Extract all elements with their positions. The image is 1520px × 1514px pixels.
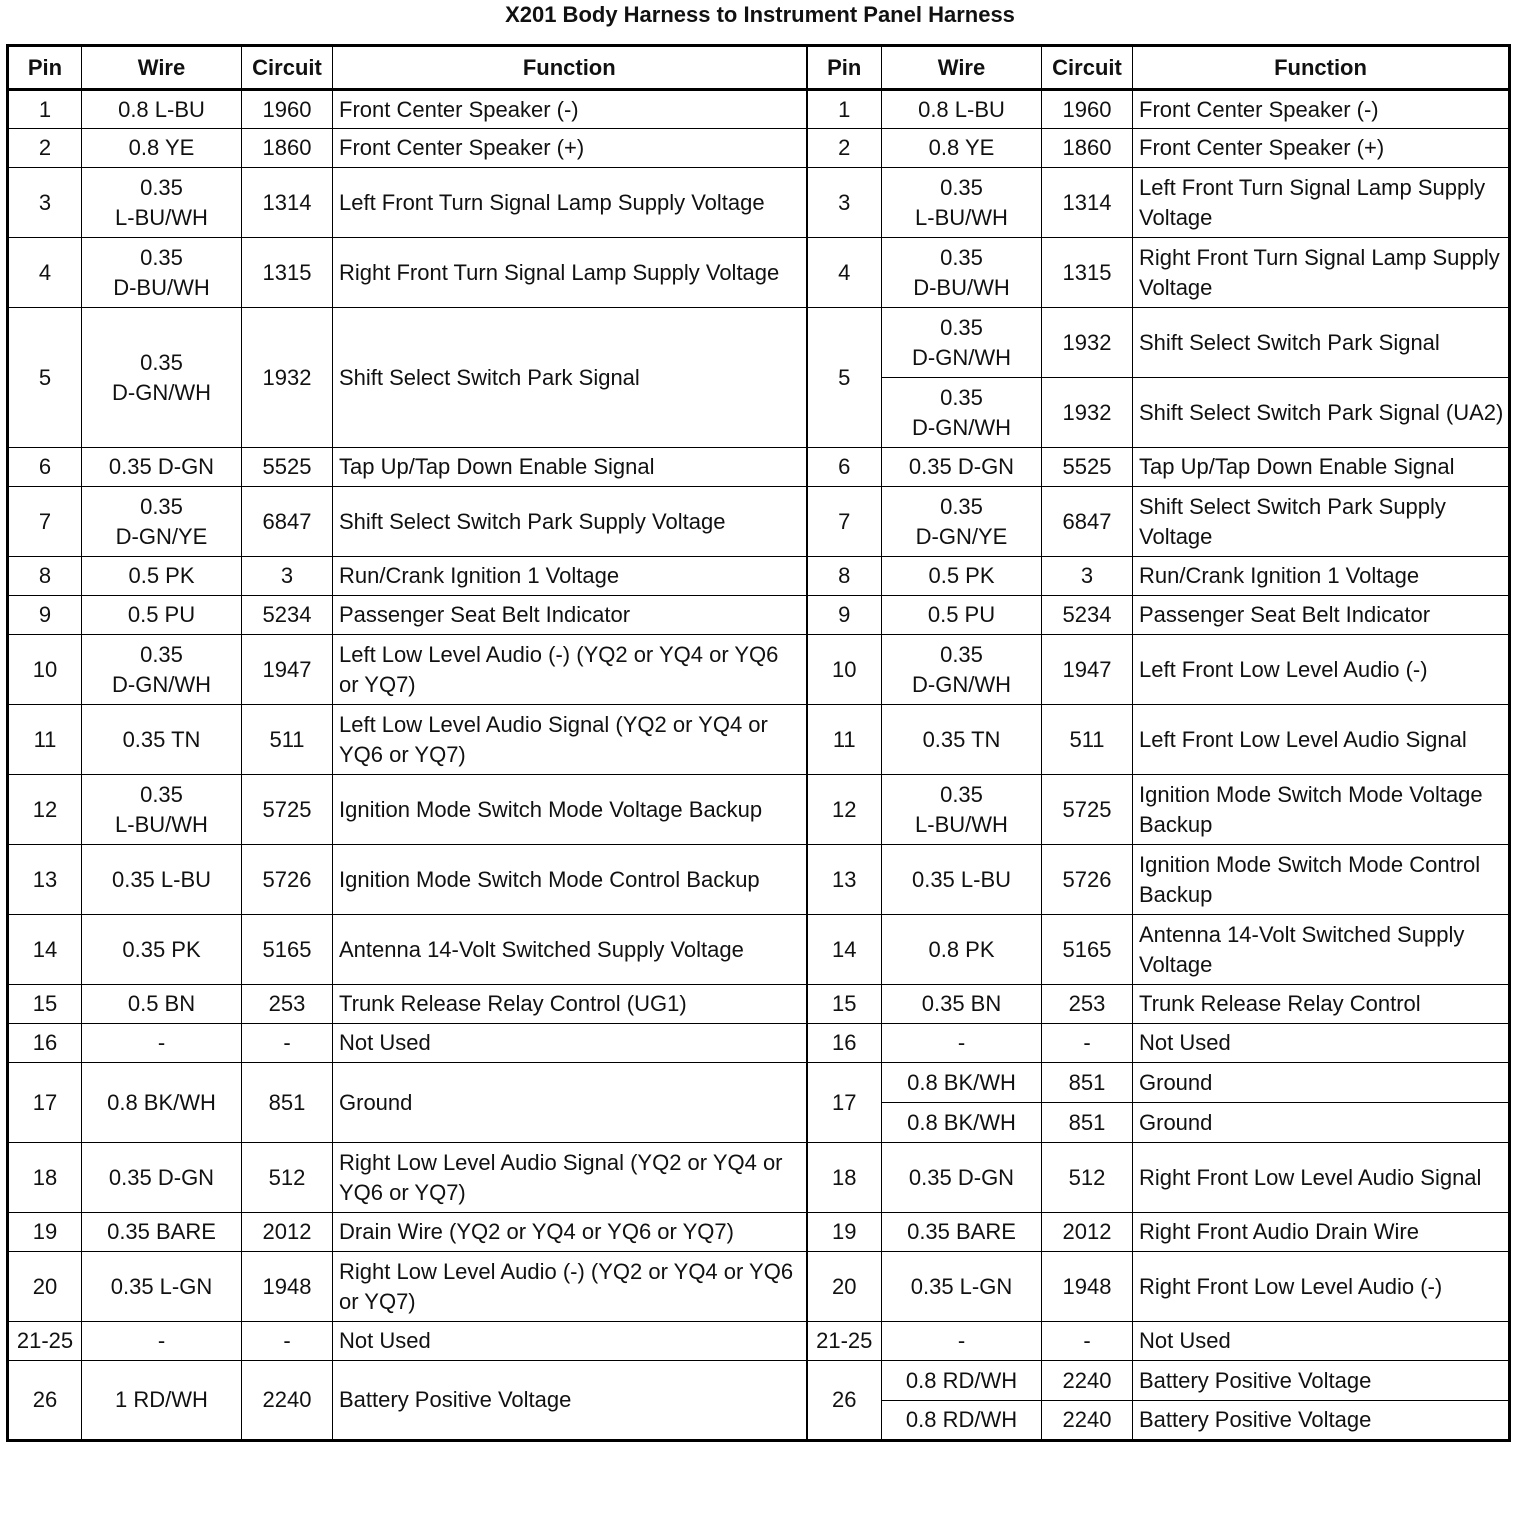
table-row [8,635,1510,705]
circuit-cell: 3 [242,557,333,596]
wire-cell: 0.8 PK [882,915,1042,985]
circuit-cell: 1948 [242,1252,333,1322]
table-row [8,238,1510,308]
circuit-cell: 253 [1042,985,1133,1024]
pin-cell: 26 [807,1361,882,1441]
function-cell: Not Used [1133,1322,1510,1361]
wire-gauge: 0.35 [940,781,983,807]
wire-cell: 0.8 L-BU [82,90,242,129]
circuit-cell: 1960 [1042,90,1133,129]
pin-cell: 2 [8,129,82,168]
wire-cell [82,487,242,557]
circuit-cell: 6847 [242,487,333,557]
circuit-cell: 512 [1042,1143,1133,1213]
wire-cell: 0.8 YE [82,129,242,168]
circuit-cell: 1932 [1042,378,1133,448]
wire-cell: 0.35 D-GN [882,1143,1042,1213]
function-cell: Not Used [333,1024,807,1063]
table-row [8,705,1510,775]
wire-gauge: 0.35 [140,174,183,200]
function-cell: Left Front Low Level Audio (-) [1133,635,1510,705]
wire-cell: 0.35 BARE [82,1213,242,1252]
function-cell: Drain Wire (YQ2 or YQ4 or YQ6 or YQ7) [333,1213,807,1252]
table-row [8,596,1510,635]
function-cell: Tap Up/Tap Down Enable Signal [1133,448,1510,487]
function-cell: Left Front Turn Signal Lamp Supply Voltage [1133,168,1510,238]
function-cell: Front Center Speaker (+) [1133,129,1510,168]
circuit-cell: 851 [1042,1063,1133,1103]
wire-color: D-GN/WH [112,671,211,697]
pin-cell: 14 [807,915,882,985]
pin-cell: 14 [8,915,82,985]
pin-cell: 8 [807,557,882,596]
wire-color: L-BU/WH [915,811,1008,837]
function-cell: Ground [1133,1063,1510,1103]
circuit-cell: 253 [242,985,333,1024]
circuit-cell: 5165 [242,915,333,985]
table-row [8,448,1510,487]
header-wire: Wire [82,46,242,90]
circuit-cell: 5234 [242,596,333,635]
function-cell: Ignition Mode Switch Mode Control Backup [1133,845,1510,915]
table-row [8,129,1510,168]
function-cell: Left Front Low Level Audio Signal [1133,705,1510,775]
header-circuit: Circuit [1042,46,1133,90]
function-cell: Battery Positive Voltage [1133,1401,1510,1441]
wire-cell [882,775,1042,845]
function-cell: Right Low Level Audio (-) (YQ2 or YQ4 or YQ6 or YQ7) [333,1252,807,1322]
pin-cell: 9 [807,596,882,635]
pin-cell: 15 [8,985,82,1024]
pin-cell: 19 [807,1213,882,1252]
table-row [8,168,1510,238]
table-row [8,90,1510,129]
pin-cell: 21-25 [8,1322,82,1361]
wire-cell: 0.35 D-GN [882,448,1042,487]
wire-cell: 0.5 BN [82,985,242,1024]
pin-cell: 1 [807,90,882,129]
wire-gauge: 0.35 [140,349,183,375]
function-cell: Run/Crank Ignition 1 Voltage [1133,557,1510,596]
pinout-table [6,44,1511,1442]
wire-gauge: 0.35 [140,244,183,270]
pin-cell: 5 [807,308,882,448]
pin-cell: 11 [807,705,882,775]
function-cell: Shift Select Switch Park Signal [1133,308,1510,378]
wire-cell: 1 RD/WH [82,1361,242,1441]
circuit-cell: 2012 [1042,1213,1133,1252]
circuit-cell: 5726 [242,845,333,915]
pin-cell: 16 [807,1024,882,1063]
function-cell: Ignition Mode Switch Mode Control Backup [333,845,807,915]
circuit-cell: 512 [242,1143,333,1213]
pin-cell: 5 [8,308,82,448]
header-function: Function [1133,46,1510,90]
wire-gauge: 0.35 [940,384,983,410]
circuit-cell: 1960 [242,90,333,129]
circuit-cell: 511 [1042,705,1133,775]
function-cell: Trunk Release Relay Control [1133,985,1510,1024]
table-header-row [8,46,1510,90]
pin-cell: 10 [807,635,882,705]
wire-color: D-BU/WH [113,274,210,300]
function-cell: Left Front Turn Signal Lamp Supply Voltage [333,168,807,238]
wire-gauge: 0.35 [940,314,983,340]
wire-cell: - [882,1024,1042,1063]
wire-cell: 0.8 L-BU [882,90,1042,129]
circuit-cell: 6847 [1042,487,1133,557]
wire-cell: 0.35 D-GN [82,1143,242,1213]
wire-cell [82,168,242,238]
circuit-cell: 1948 [1042,1252,1133,1322]
wire-cell: 0.35 BN [882,985,1042,1024]
circuit-cell: - [1042,1322,1133,1361]
function-cell: Run/Crank Ignition 1 Voltage [333,557,807,596]
wire-color: D-GN/YE [915,523,1008,549]
pin-cell: 12 [807,775,882,845]
function-cell: Left Low Level Audio (-) (YQ2 or YQ4 or YQ6 or YQ7) [333,635,807,705]
circuit-cell: 511 [242,705,333,775]
function-cell: Passenger Seat Belt Indicator [1133,596,1510,635]
wire-cell [882,238,1042,308]
pin-cell: 12 [8,775,82,845]
pin-cell: 20 [807,1252,882,1322]
wire-cell: 0.35 D-GN [82,448,242,487]
function-cell: Antenna 14-Volt Switched Supply Voltage [1133,915,1510,985]
wire-color: D-GN/YE [115,523,208,549]
table-row [8,845,1510,915]
wire-cell [882,308,1042,378]
wire-cell: 0.8 BK/WH [882,1063,1042,1103]
wire-gauge: 0.35 [940,174,983,200]
function-cell: Right Front Low Level Audio (-) [1133,1252,1510,1322]
header-function: Function [333,46,807,90]
circuit-cell: 1314 [242,168,333,238]
pin-cell: 6 [8,448,82,487]
wire-cell [82,775,242,845]
circuit-cell: - [242,1024,333,1063]
pin-cell: 18 [807,1143,882,1213]
function-cell: Ground [333,1063,807,1143]
pin-cell: 15 [807,985,882,1024]
function-cell: Tap Up/Tap Down Enable Signal [333,448,807,487]
function-cell: Ignition Mode Switch Mode Voltage Backup [333,775,807,845]
wire-cell [82,238,242,308]
circuit-cell: 2240 [1042,1361,1133,1401]
wire-cell: 0.35 PK [82,915,242,985]
circuit-cell: 851 [242,1063,333,1143]
function-cell: Antenna 14-Volt Switched Supply Voltage [333,915,807,985]
pin-cell: 2 [807,129,882,168]
pin-cell: 1 [8,90,82,129]
wire-color: L-BU/WH [115,811,208,837]
circuit-cell: 2240 [1042,1401,1133,1441]
wire-cell [882,378,1042,448]
circuit-cell: 1947 [1042,635,1133,705]
function-cell: Right Front Low Level Audio Signal [1133,1143,1510,1213]
circuit-cell: 1315 [242,238,333,308]
pin-cell: 6 [807,448,882,487]
pin-cell: 17 [807,1063,882,1143]
header-wire: Wire [882,46,1042,90]
wire-cell [882,487,1042,557]
pin-cell: 10 [8,635,82,705]
circuit-cell: 2240 [242,1361,333,1441]
pin-cell: 3 [807,168,882,238]
header-pin: Pin [807,46,882,90]
wire-cell: 0.5 PU [882,596,1042,635]
wire-cell [882,635,1042,705]
wire-cell: 0.5 PK [882,557,1042,596]
wire-cell [82,308,242,448]
table-row [8,1252,1510,1322]
function-cell: Right Front Turn Signal Lamp Supply Voltage [333,238,807,308]
wire-color: D-GN/WH [912,344,1011,370]
function-cell: Front Center Speaker (-) [333,90,807,129]
page-title: X201 Body Harness to Instrument Panel Harness [505,2,1015,27]
wire-gauge: 0.35 [140,781,183,807]
table-row [8,915,1510,985]
function-cell: Not Used [333,1322,807,1361]
header-pin: Pin [8,46,82,90]
pin-cell: 13 [807,845,882,915]
pin-cell: 19 [8,1213,82,1252]
wire-gauge: 0.35 [940,493,983,519]
pin-cell: 11 [8,705,82,775]
pin-cell: 17 [8,1063,82,1143]
table-row [8,775,1510,845]
wire-cell: - [82,1024,242,1063]
wire-cell [82,635,242,705]
header-circuit: Circuit [242,46,333,90]
function-cell: Shift Select Switch Park Signal [333,308,807,448]
pin-cell: 4 [8,238,82,308]
circuit-cell: 851 [1042,1103,1133,1143]
wire-color: L-BU/WH [915,204,1008,230]
pin-cell: 21-25 [807,1322,882,1361]
pin-cell: 26 [8,1361,82,1441]
function-cell: Passenger Seat Belt Indicator [333,596,807,635]
function-cell: Not Used [1133,1024,1510,1063]
table-row [8,1143,1510,1213]
pin-cell: 18 [8,1143,82,1213]
table-row [8,1024,1510,1063]
pin-cell: 7 [8,487,82,557]
wire-color: D-GN/WH [112,379,211,405]
pin-cell: 8 [8,557,82,596]
function-cell: Right Front Turn Signal Lamp Supply Voltage [1133,238,1510,308]
function-cell: Ignition Mode Switch Mode Voltage Backup [1133,775,1510,845]
circuit-cell: 1932 [242,308,333,448]
circuit-cell: 5525 [242,448,333,487]
wire-gauge: 0.35 [940,641,983,667]
wire-cell: 0.35 L-GN [882,1252,1042,1322]
function-cell: Trunk Release Relay Control (UG1) [333,985,807,1024]
pin-cell: 16 [8,1024,82,1063]
table-row [8,1322,1510,1361]
function-cell: Ground [1133,1103,1510,1143]
pin-cell: 4 [807,238,882,308]
circuit-cell: 5726 [1042,845,1133,915]
circuit-cell: 5234 [1042,596,1133,635]
circuit-cell: 2012 [242,1213,333,1252]
function-cell: Shift Select Switch Park Supply Voltage [1133,487,1510,557]
wire-color: D-BU/WH [913,274,1010,300]
function-cell: Right Low Level Audio Signal (YQ2 or YQ4 or YQ6 or YQ7) [333,1143,807,1213]
function-cell: Shift Select Switch Park Signal (UA2) [1133,378,1510,448]
pin-cell: 3 [8,168,82,238]
wire-cell: 0.35 TN [882,705,1042,775]
circuit-cell: - [242,1322,333,1361]
wire-cell: 0.8 RD/WH [882,1401,1042,1441]
wire-color: D-GN/WH [912,671,1011,697]
circuit-cell: 1932 [1042,308,1133,378]
pin-cell: 20 [8,1252,82,1322]
wire-cell: 0.5 PU [82,596,242,635]
wire-cell: 0.8 BK/WH [882,1103,1042,1143]
wire-cell: 0.8 RD/WH [882,1361,1042,1401]
wire-cell [882,168,1042,238]
circuit-cell: 1314 [1042,168,1133,238]
circuit-cell: - [1042,1024,1133,1063]
circuit-cell: 5725 [1042,775,1133,845]
wire-gauge: 0.35 [940,244,983,270]
function-cell: Front Center Speaker (+) [333,129,807,168]
function-cell: Left Low Level Audio Signal (YQ2 or YQ4 or YQ6 or YQ7) [333,705,807,775]
circuit-cell: 1860 [242,129,333,168]
table-row [8,487,1510,557]
wire-gauge: 0.35 [140,641,183,667]
table-row [8,1063,1510,1103]
table-row [8,1361,1510,1401]
table-row [8,1213,1510,1252]
function-cell: Front Center Speaker (-) [1133,90,1510,129]
pin-cell: 9 [8,596,82,635]
function-cell: Shift Select Switch Park Supply Voltage [333,487,807,557]
circuit-cell: 5165 [1042,915,1133,985]
circuit-cell: 1315 [1042,238,1133,308]
wire-cell: 0.5 PK [82,557,242,596]
pin-cell: 13 [8,845,82,915]
circuit-cell: 5725 [242,775,333,845]
wire-cell: 0.35 L-BU [882,845,1042,915]
wire-cell: 0.35 L-GN [82,1252,242,1322]
circuit-cell: 3 [1042,557,1133,596]
function-cell: Battery Positive Voltage [333,1361,807,1441]
wire-color: D-GN/WH [912,414,1011,440]
wire-cell: 0.35 BARE [882,1213,1042,1252]
table-row [8,557,1510,596]
wire-cell: - [882,1322,1042,1361]
table-row [8,308,1510,378]
pin-cell: 7 [807,487,882,557]
function-cell: Right Front Audio Drain Wire [1133,1213,1510,1252]
wire-cell: 0.35 TN [82,705,242,775]
wire-cell: 0.8 BK/WH [82,1063,242,1143]
wire-color: L-BU/WH [115,204,208,230]
circuit-cell: 5525 [1042,448,1133,487]
circuit-cell: 1860 [1042,129,1133,168]
function-cell: Battery Positive Voltage [1133,1361,1510,1401]
wire-gauge: 0.35 [140,493,183,519]
wire-cell: 0.8 YE [882,129,1042,168]
wire-cell: - [82,1322,242,1361]
circuit-cell: 1947 [242,635,333,705]
table-row [8,985,1510,1024]
wire-cell: 0.35 L-BU [82,845,242,915]
